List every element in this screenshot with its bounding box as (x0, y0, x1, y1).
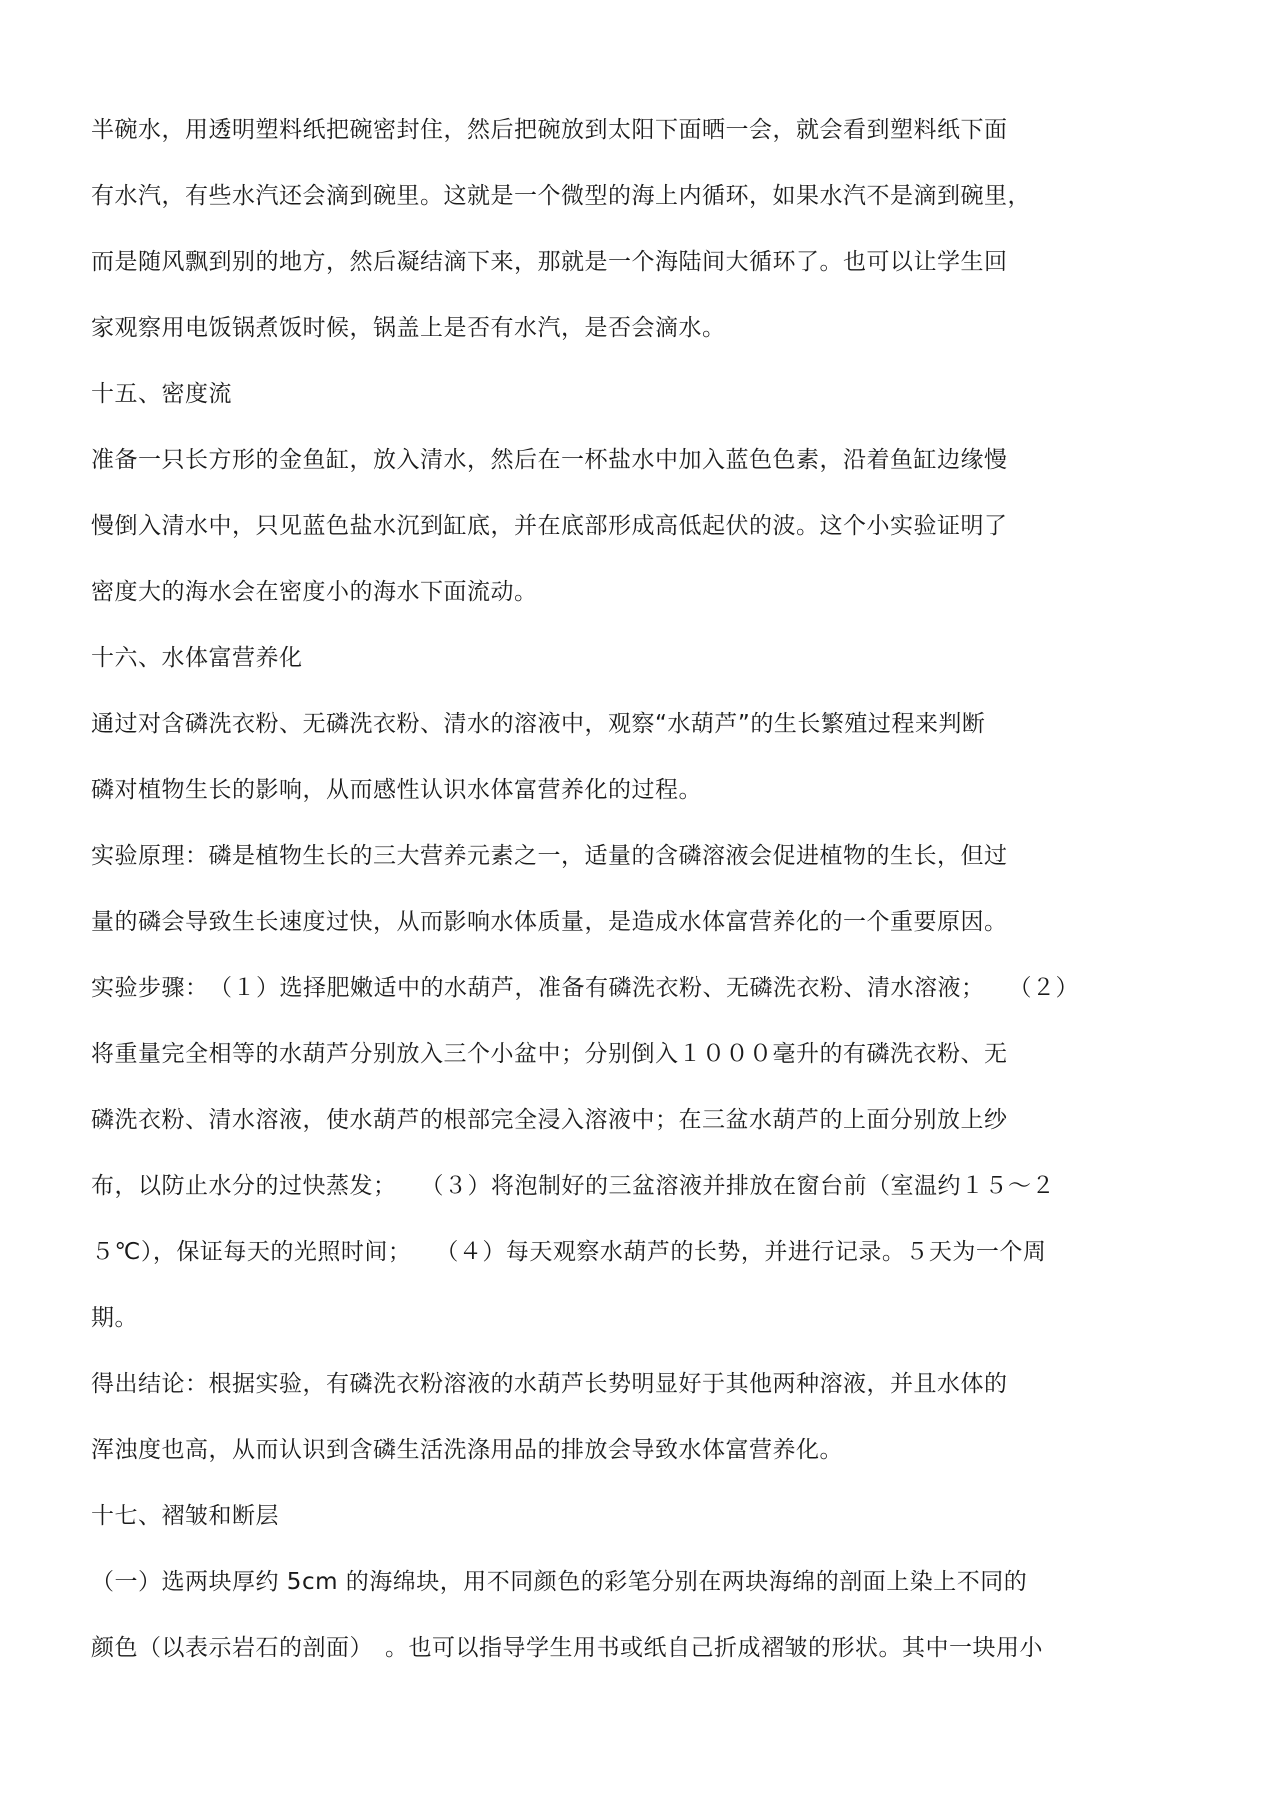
text-line: 浑浊度也高，从而认识到含磷生活洗涤用品的排放会导致水体富营养化。 (91, 1437, 843, 1463)
text-line: （一）选两块厚约 5cm 的海绵块，用不同颜色的彩笔分别在两块海绵的剖面上染上不同的 (91, 1569, 1028, 1595)
text-line: 而是随风飘到别的地方，然后凝结滴下来，那就是一个海陆间大循环了。也可以让学生回 (91, 249, 1008, 275)
text-line: 实验原理：磷是植物生长的三大营养元素之一，适量的含磷溶液会促进植物的生长，但过 (91, 843, 1008, 869)
text-line: 量的磷会导致生长速度过快，从而影响水体质量，是造成水体富营养化的一个重要原因。 (91, 909, 1008, 935)
text-line: 密度大的海水会在密度小的海水下面流动。 (91, 579, 538, 605)
text-line: 半碗水，用透明塑料纸把碗密封住，然后把碗放到太阳下面晒一会，就会看到塑料纸下面 (91, 117, 1008, 143)
text-line: ５℃），保证每天的光照时间； （４）每天观察水葫芦的长势，并进行记录。５天为一个周 (91, 1239, 1047, 1265)
text-line: 有水汽，有些水汽还会滴到碗里。这就是一个微型的海上内循环，如果水汽不是滴到碗里， (91, 183, 1031, 209)
text-line: 得出结论：根据实验，有磷洗衣粉溶液的水葫芦长势明显好于其他两种溶液，并且水体的 (91, 1371, 1008, 1397)
text-line: 磷洗衣粉、清水溶液，使水葫芦的根部完全浸入溶液中；在三盆水葫芦的上面分别放上纱 (91, 1107, 1008, 1133)
text-line: 慢倒入清水中，只见蓝色盐水沉到缸底，并在底部形成高低起伏的波。这个小实验证明了 (91, 513, 1008, 539)
text-line: 磷对植物生长的影响，从而感性认识水体富营养化的过程。 (91, 777, 702, 803)
text-line: 通过对含磷洗衣粉、无磷洗衣粉、清水的溶液中，观察“水葫芦”的生长繁殖过程来判断 (91, 711, 986, 737)
section-heading: 十五、密度流 (91, 381, 232, 407)
text-line: 布，以防止水分的过快蒸发； （３）将泡制好的三盆溶液并排放在窗台前（室温约１５～２ (91, 1173, 1055, 1199)
section-heading: 十六、水体富营养化 (91, 645, 303, 671)
text-line: 实验步骤： （１）选择肥嫩适中的水葫芦，准备有磷洗衣粉、无磷洗衣粉、清水溶液； （２） (91, 975, 1079, 1001)
text-line: 家观察用电饭锅煮饭时候，锅盖上是否有水汽，是否会滴水。 (91, 315, 726, 341)
text-line: 准备一只长方形的金鱼缸，放入清水，然后在一杯盐水中加入蓝色色素，沿着鱼缸边缘慢 (91, 447, 1008, 473)
text-line: 颜色（以表示岩石的剖面） 。也可以指导学生用书或纸自己折成褶皱的形状。其中一块用小 (91, 1635, 1043, 1661)
text-line: 将重量完全相等的水葫芦分别放入三个小盆中；分别倒入１０００毫升的有磷洗衣粉、无 (91, 1041, 1008, 1067)
text-line: 期。 (91, 1305, 138, 1331)
section-heading: 十七、褶皱和断层 (91, 1503, 279, 1529)
